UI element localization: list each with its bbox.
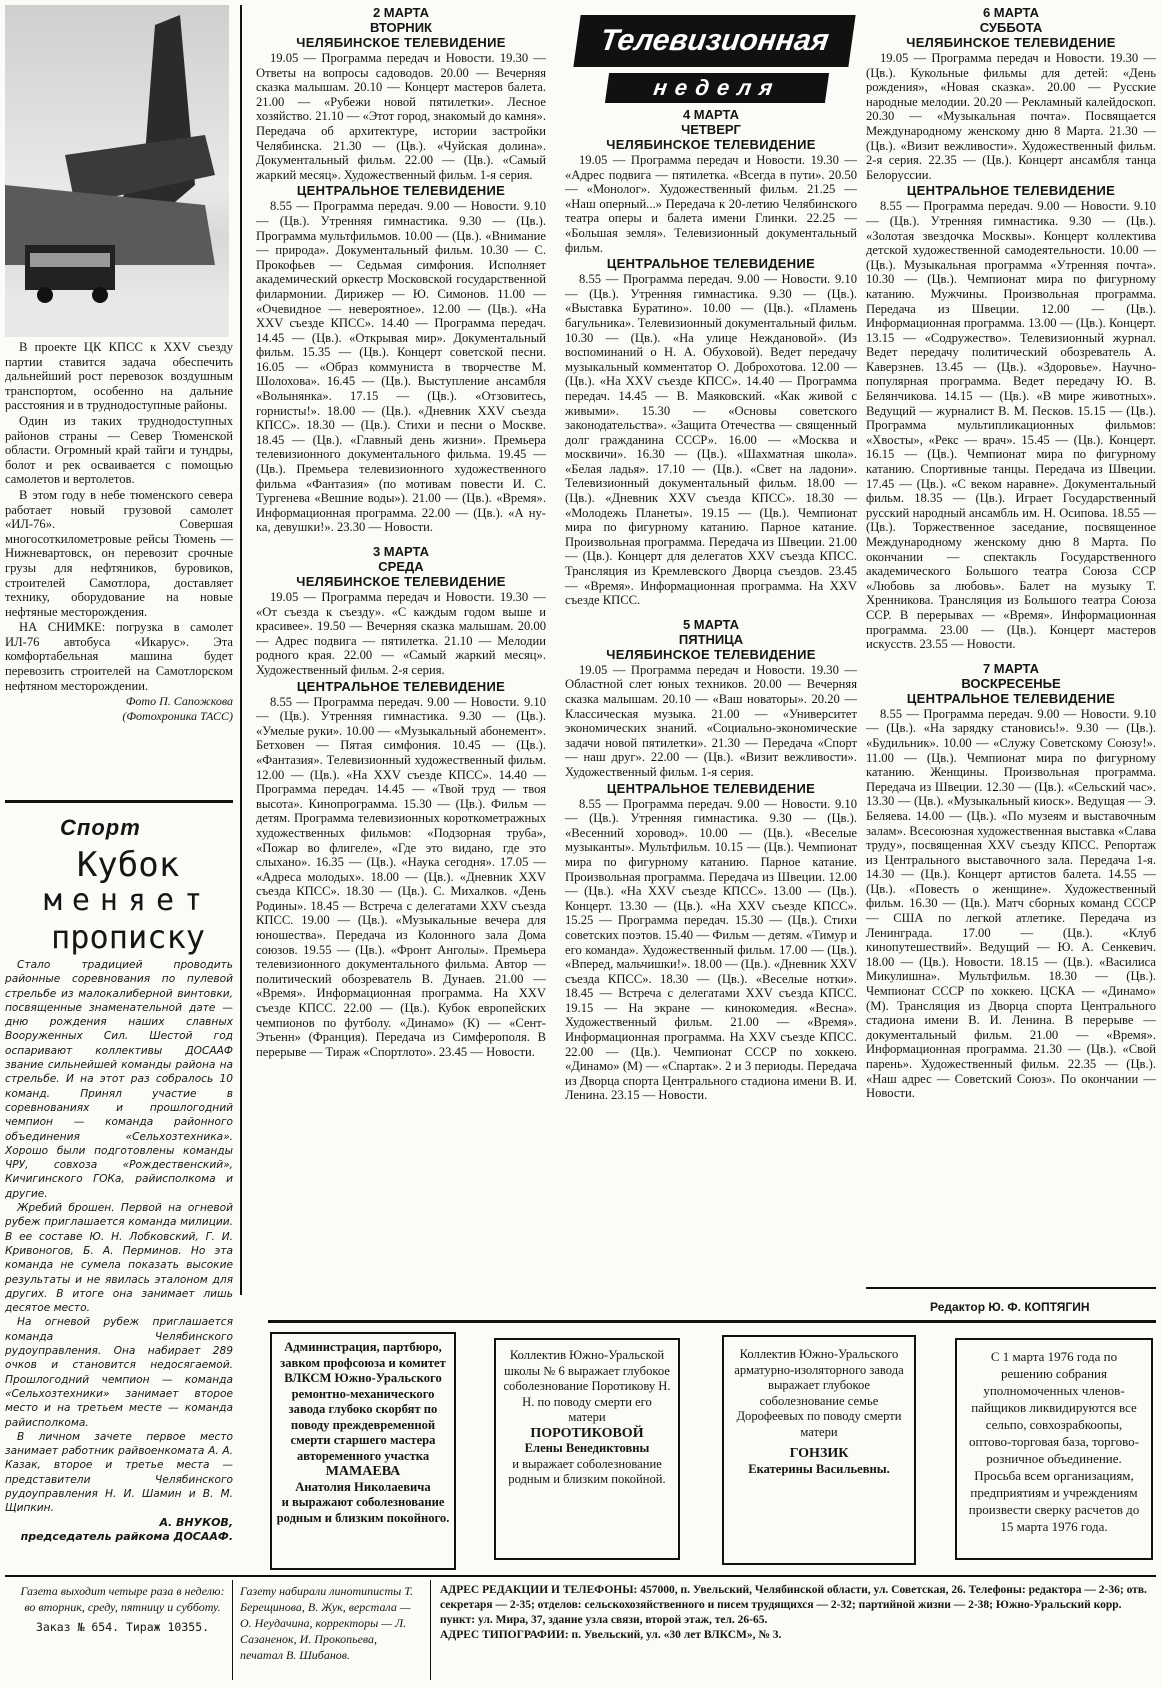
notice-name: ГОНЗИК [789,1446,849,1461]
day-weekday: ВОСКРЕСЕНЬЕ [961,675,1061,691]
tv-column-tue-wed [256,4,546,1294]
day-date: 3 МАРТА [372,544,430,559]
program-listing: 19.05 — Программа передач и Новости. 19.30 — (Цв.). Кукольные фильмы для детей: «День рождения», «Новая сказка». 20.00 — Русские народные мелодии. 20.20 — Рекламный калейдоскоп. 20.30 — «Музыкальная почта». Посвящается Международному женскому дню 8 Марта. 21.30 — (Цв.). «Визит вежливости». Художественный фильм. 2-я серия. 22.35 — (Цв.). Концерт ансамбля танца Белоруссии. [866,51,1156,182]
channel-heading: ЦЕНТРАЛЬНОЕ ТЕЛЕВИДЕНИЕ [296,678,506,694]
sport-author: А. ВНУКОВ, [159,1515,233,1529]
program-listing: 8.55 — Программа передач. 9.00 — Новости. 9.10 — (Цв.). Утренняя гимнастика. 9.30 — (Цв.). «Золотая звездочка Москвы». Концерт коллектива детской художественной самодеятельности. 10.00 — (Цв.). Музыкальная программа «Утренняя почта». 10.30 — (Цв.). Чемпионат мира по фигурному катанию. Мужчины. Произвольная программа. Передача из Швеции. 12.00 — (Цв.). Информационная программа. 13.00 — (Цв.). Концерт. 13.15 — «Содружество». Телевизионный журнал. Ведет передачу политический обозреватель А. Каверзнев. 13.45 — (Цв.). «Здоровье». Научно-популярная программа. Ведет передачу Ю. В. Белянчикова. 14.15 — (Цв.). «В мире животных». Ведущий — журналист В. М. Песков. 15.15 — (Цв.). Программа мультипликационных фильмов: «Хвосты», «Рекс — врач». 15.45 — (Цв.). Концерт. 16.15 — (Цв.). Чемпионат мира по фигурному катанию. Спортивные танцы. Передача из Швеции. 17.45 — (Цв.). «С веком наравне». Документальный фильм. 18.35 — (Цв.). Играет Государственный русский народный ансамбль им. Н. Осипова. 18.55 — (Цв.). Торжественное заседание, посвященное Международному женскому дню 8 Марта. По окончании — спектакль Государственного академического Большого театра Союза ССР «Любовь за любовь». Балет на музыку Т. Хренникова. Трансляция из Большого театра Союза ССР. В перерывах — «Время». Информационная программа. 23.00 — (Цв.). Концерт мастеров искусств. 23.55 — Новости. [866,199,1156,652]
channel-heading: ЧЕЛЯБИНСКОЕ ТЕЛЕВИДЕНИЕ [606,646,816,662]
channel-heading: ЧЕЛЯБИНСКОЕ ТЕЛЕВИДЕНИЕ [606,137,816,152]
channel-heading: ЦЕНТРАЛЬНОЕ ТЕЛЕВИДЕНИЕ [606,780,816,796]
caption-paragraph: В проекте ЦК КПСС к XXV съезду партии ставится задача обеспечить дальнейший рост перевозок воздушным транспортом, особенно на дальние расстояния и в труднодоступные районы. [5,340,233,413]
editor-credit: Редактор Ю. Ф. КОПТЯГИН [930,1300,1090,1314]
caption-paragraph: НА СНИМКЕ: погрузка в самолет ИЛ-76 автобуса «Икарус». Эта комфортабельная машина будет перевозить строителей на Самотлорском нефтяном месторождении. [5,620,233,693]
obituary-notice [270,1332,456,1570]
sport-article [5,958,233,1544]
day-date: 2 МАРТА [372,5,430,20]
sport-title-line3: прописку [50,918,206,956]
channel-heading: ЧЕЛЯБИНСКОЕ ТЕЛЕВИДЕНИЕ [296,35,506,50]
obituary-notice [494,1338,680,1560]
day-date: 6 МАРТА [982,5,1040,20]
program-listing: 19.05 — Программа передач и Новости. 19.30 — Областной слет юных техников. 20.00 — Вечерняя сказка малышам. 20.10 — «Ваш новаторы». 20.20 — Классическая музыка. 21.00 — «Университет экономических знаний. «Социально-экономические задачи новой пятилетки». 21.30 — Передача «Спорт — наш друг». 22.00 — (Цв.). «Визит вежливости». Художественный фильм. 1-я серия. [565,662,857,779]
program-listing: 19.05 — Программа передач и Новости. 19.30 — «Адрес подвига — пятилетка. «Всегда в пути». 20.50 — «Монолог». Художественный фильм. 21.25 — «Наш оперный...» Передача к 20-летию Челябинского театра оперы и балета имени Глинки. 22.25 — «Большая земля». Телевизионный документальный фильм. [565,153,857,255]
masthead-title: Телевизионная [573,15,855,67]
day-weekday: ЧЕТВЕРГ [681,122,741,137]
caption-paragraph: В этом году в небе тюменского севера работает новый грузовой самолет «ИЛ-76». Совершая многосоткилометровые рейсы Тюмень — Нижневартовск, он перевозит срочные грузы для нефтяников, буровиков, строителей Самотлора, доставляет технику, оборудование на новые нефтяные месторождения. [5,487,233,619]
divider [232,1580,233,1680]
footer-address [440,1583,1156,1643]
notice-name: ПОРОТИКОВОЙ [530,1425,644,1441]
divider [240,5,242,1295]
sport-author-role: председатель райкома ДОСААФ. [20,1529,233,1543]
notice-text: и выражает соболезнование родным и близким покойной. [508,1456,666,1486]
divider [430,1580,431,1680]
channel-heading: ЦЕНТРАЛЬНОЕ ТЕЛЕВИДЕНИЕ [296,183,506,199]
masthead-subtitle: неделя [605,73,829,103]
divider [268,1320,1156,1323]
channel-heading: ЧЕЛЯБИНСКОЕ ТЕЛЕВИДЕНИЕ [296,574,506,589]
sport-paragraph: В личном зачете первое место занимает работник райвоенкомата А. А. Казак, второе и третье места — представители Челябинского рудоуправления Н. И. Шамин и В. М. Щипкин. [5,1430,233,1515]
photo-credit: Фото П. Сапожкова [125,694,233,709]
airplane-illustration [5,5,229,337]
program-listing: 19.05 — Программа передач и Новости. 19.30 — «От съезда к съезду». «С каждым годом выше и красивее». 19.50 — Вечерняя сказка малышам. 20.00 — Адрес подвига — пятилетка. 21.10 — Мелодии родного края. 22.00 — «Самый жаркий месяц». Художественный фильм. 2-я серия. [256,590,546,677]
notice-text: Коллектив Южно-Уральского арматурно-изоляторного завода выражает глубокое соболезнование семье Дорофеевых по поводу смерти матери [734,1347,904,1439]
tv-column-thu-fri [565,106,857,1294]
channel-heading: ЦЕНТРАЛЬНОЕ ТЕЛЕВИДЕНИЕ [606,256,816,272]
footer-printing-address: АДРЕС ТИПОГРАФИИ: п. Увельский, ул. «30 лет ВЛКСМ», № 3. [440,1629,782,1641]
sport-title-line1: Кубок [76,845,180,885]
day-weekday: ПЯТНИЦА [678,631,744,647]
caption-paragraph: Один из таких труднодоступных районов страны — Север Тюменской области. Огромный край тайги и тундры, болот и рек осваивается с помощью самолетов и вертолетов. [5,413,233,487]
footer-schedule: Газета выходит четыре раза в неделю: во вторник, среду, пятницу и субботу. [20,1584,225,1614]
notice-text: Коллектив Южно-Уральской школы № 6 выражает глубокое соболезнование Поротикову Н. Н. по поводу смерти его матери [503,1348,671,1424]
day-date: 4 МАРТА [682,107,740,122]
notice-name: МАМАЕВА [325,1464,401,1479]
notice-text: С 1 марта 1976 года по решению собрания уполномоченных членов-пайщиков ликвидируются все сельпо, совхозрабкоопы, оптово-торговая база, торгово-розничное объединение. Просьба всем организациям, предприятиям и учреждениям произвести сверку расчетов до 15 марта 1976 года. [968,1349,1140,1534]
day-weekday: ВТОРНИК [370,20,432,35]
program-listing: 8.55 — Программа передач. 9.00 — Новости. 9.10 — (Цв.). Утренняя гимнастика. 9.30 — (Цв.). «Весенний хоровод». 10.00 — (Цв.). «Веселые музыканты». Мультфильм. 10.15 — (Цв.). Чемпионат мира по фигурному катанию. Парное катание. Произвольная программа. Передача из Швеции. 12.00 — (Цв.). «На XXV съезде КПСС». 13.00 — (Цв.). Концерт. 13.30 — (Цв.). «На XXV съезде КПСС». 15.25 — Программа передач. 15.30 — (Цв.). Стихи советских поэтов. 15.40 — Фильм — детям. «Тимур и его команда». Художественный фильм. 17.00 — (Цв.). «Вперед, мальчишки!». 18.00 — (Цв.). «Дневник XXV съезда КПСС». 18.30 — (Цв.). «Веселые нотки». 18.45 — Встреча с делегатами XXV съезда КПСС. 19.15 — На экране — кинокомедия. «Весна». Художественный фильм. 21.00 — «Время». Информационная программа. На XXV съезде КПСС. 22.00 — (Цв.). Чемпионат СССР по хоккею. «Динамо» (М) — «Спартак». 2 и 3 периоды. Передача из Дворца спорта Центрального стадиона имени В. И. Ленина. 23.15 — Новости. [565,796,857,1103]
notice-text: и выражают соболезнование родным и близким покойного. [276,1495,450,1525]
obituary-notice [722,1335,916,1565]
notice-name-full: Елены Венедиктовны [524,1441,650,1455]
program-listing: 19.05 — Программа передач и Новости. 19.30 — Ответы на вопросы садоводов. 20.00 — Вечерняя сказка малышам. 20.10 — Концерт мастеров балета. 21.00 — «Рубежи новой пятилетки». Лесное хозяйство. 21.10 — «Этот город, знакомый до камня». Передача об архитектуре, истории застройки Челябинска. 21.30 — (Цв.). «Чуйская долина». Документальный фильм. 22.00 — (Цв.). «Самый жаркий месяц». Художественный фильм. 1-я серия. [256,51,546,182]
divider [5,1575,1156,1577]
day-weekday: СРЕДА [378,559,424,574]
divider [866,1287,1156,1289]
footer-publication-info [20,1583,225,1635]
footer-order: Заказ № 654. Тираж 10355. [35,1620,210,1634]
divider [5,800,233,803]
notice-name-full: Екатерины Васильевны. [748,1461,890,1476]
channel-heading: ЧЕЛЯБИНСКОЕ ТЕЛЕВИДЕНИЕ [906,35,1116,50]
sport-paragraph: Жребий брошен. Первой на огневой рубеж приглашается команда милиции. В ее составе Ю. Н. Лобковский, Г. И. Кривоногов, Б. А. Перминов. Но эта команда не сумела показать высокие результаты и не явилась эталоном для других. В итоге она занимает лишь десятое место. [5,1202,233,1315]
program-listing: 8.55 — Программа передач. 9.00 — Новости. 9.10 — (Цв.). Утренняя гимнастика. 9.30 — (Цв.). «Умелые руки». 10.00 — «Музыкальный абонемент». Бетховен — Пятая симфония. 10.45 — (Цв.). «Фантазия». Телевизионный художественный фильм. 12.00 — (Цв.). «На XXV съезде КПСС». 14.40 — Программа передач. 14.45 — «Твой труд — твоя высота». Кинопрограмма. 15.30 — (Цв.). Фильм — детям. Программа телевизионных короткометражных художественных фильмов: «Подзорная труба», «Пожар во флигеле», «Где это видано, где это слыхано». 16.35 — (Цв.). «Наука сегодня». 17.05 — «Адреса молодых». 18.00 — (Цв.). «Дневник XXV съезда КПСС». 18.30 — (Цв.). С. Михалков. «День Родины». 18.45 — Встреча с делегатами XXV съезда КПСС. 19.00 — (Цв.). «Музыкальные вечера для юношества». Передача из Колонного зала Дома союзов. 19.55 — (Цв.). «Фронт Анголы». Премьера телевизионного документального фильма. Автор — политический обозреватель В. Дунаев. 21.00 — «Время». Информационная программа. На XXV съезде КПСС. 22.00 — (Цв.). Кубок европейских чемпионов по футболу. «Динамо» (К) — «Сент-Этьенн» (Франция). Передача из Симферополя. В перерыве — Тираж «Спортлото». 23.45 — Новости. [256,694,546,1059]
notice-name-full: Анатолия Николаевича [295,1479,431,1494]
day-date: 7 МАРТА [982,660,1040,676]
sport-rubric: Спорт [60,815,141,840]
channel-heading: ЦЕНТРАЛЬНОЕ ТЕЛЕВИДЕНИЕ [906,183,1116,199]
photo-il76-loading [5,5,229,337]
sport-paragraph: На огневой рубеж приглашается команда Челябинского рудоуправления. Она набирает 289 очков и становится недосягаемой. Прошлогодний чемпион — команда «Сельхозтехники» занимает второе место и на третьем месте — команда райисполкома. [5,1316,233,1429]
day-date: 5 МАРТА [682,616,740,632]
channel-heading: ЦЕНТРАЛЬНОЕ ТЕЛЕВИДЕНИЕ [906,690,1116,706]
program-listing: 8.55 — Программа передач. 9.00 — Новости. 9.10 — (Цв.). Утренняя гимнастика. 9.30 — (Цв.). Программа мультфильмов. 10.00 — (Цв.). «Внимание — природа». Документальный фильм. 10.30 — С. Прокофьев — Седьмая симфония. Исполняет академический оркестр Московской государственной филармонии. Дирижер — Ю. Симонов. 11.00 — «Очевидное — невероятное». 12.00 — (Цв.). «На XXV съезде КПСС». 14.40 — Программа передач. 14.45 — (Цв.). «Открывая мир». Документальный фильм. 15.35 — (Цв.). Концерт советской песни. 16.05 — «Образ коммуниста в творчестве М. Шолохова». 16.45 — (Цв.). Выступление ансамбля «Волынянка». 17.15 — (Цв.). «Отзовитесь, горнисты!». 18.00 — (Цв.). «Дневник XXV съезда КПСС». 18.30 — (Цв.). Стихи и песни о Москве. 18.45 — (Цв.). «Главный день жизни». Премьера телевизионного документального фильма. 19.45 — (Цв.). Премьера телевизионного художественного фильма «Фантазия» (по мотивам повести И. С. Тургенева «Вешние воды»). 21.00 — (Цв.). «Время». Информационная программа. 22.00 — (Цв.). «А ну-ка, девушки!». 23.30 — Новости. [256,199,546,535]
program-listing: 8.55 — Программа передач. 9.00 — Новости. 9.10 — (Цв.). Утренняя гимнастика. 9.30 — (Цв.). «Выставка Буратино». 10.00 — (Цв.). «Пламень багульника». Телевизионный документальный фильм. 10.30 — (Цв.). «На улице Неждановой». (Из воспоминаний о Н. А. Обуховой). Ведет передачу музыкальный комментатор О. Доброхотова. 12.00 — (Цв.). «На XXV съезде КПСС». 14.40 — Программа передач. 14.45 — В. Маяковский. «Как живой с живыми». 15.30 — «Основы советского законодательства». «Защита Отечества — священный долг гражданина СССР». 16.00 — «Москва и москвичи». 16.30 — (Цв.). «Шахматная школа». «Белая ладья». 17.10 — (Цв.). «Свет на ладони». Телевизионный документальный фильм. 18.00 — (Цв.). «Дневник XXV съезда КПСС». 18.30 — «Молодежь Планеты». 19.15 — (Цв.). Чемпионат мира по фигурному катанию. Парное катание. Произвольная программа. Передача из Швеции. 21.00 — (Цв.). Концерт для делегатов XXV съезда КПСС. Трансляция из Кремлевского Дворца съездов. 23.45 — «Время». Информационная программа. На XXV съезде КПСС. [565,272,857,608]
photo-credit-agency: (Фотохроника ТАСС) [122,708,233,723]
footer-editorial-address: АДРЕС РЕДАКЦИИ И ТЕЛЕФОНЫ: 457000, п. Увельский, Челябинской области, ул. Советская, 26. Телефоны: редактора — 2-36; отв. секретаря — 2-35; отделов: сельскохозяйственного и писем трудящихся — 2-32; партийной жизни — 2-38; Южно-Уральский корр. пункт: ул. Мира, 37, здание узла связи, второй этаж, тел. 26-65. [440,1584,1147,1626]
tv-week-masthead [577,15,852,105]
footer-staff: Газету набирали линотиписты Т. Берещинова, В. Жук, верстала — О. Неудачина, корректоры — Л. Сазаненок, И. Прокопьева, печатал В. Шибанов. [240,1584,414,1662]
tv-column-sat-sun [866,4,1156,1284]
announcement-notice [955,1338,1153,1560]
sport-paragraph: Стало традицией проводить районные соревнования по пулевой стрельбе из малокалиберной винтовки, посвященные знаменательной дате — дню рождения наших славных Вооруженных Сил. Шестой год оспаривают коллективы ДОСААФ звание сильнейшей команды района на стрельбе. И на этот раз собралось 10 команд. Принял участие в соревнованиях и прошлогодний чемпион — команда районного объединения «Сельхозтехника». Хорошо были подготовлены команды ЧРУ, совхоза «Рождественский», Кичигинского ГОКа, райисполкома и другие. [5,959,233,1200]
program-listing: 8.55 — Программа передач. 9.00 — Новости. 9.10 — (Цв.). «На зарядку становись!». 9.30 — (Цв.). «Будильник». 10.00 — «Служу Советскому Союзу!». 11.00 — (Цв.). Чемпионат мира по фигурному катанию. Женщины. Произвольная программа. Передача из Швеции. 12.30 — (Цв.). «Сельский час». 13.30 — (Цв.). «Музыкальный киоск». Ведущая — Э. Беляева. 14.00 — (Цв.). «По музеям и выставочным залам». Всесоюзная художественная выставка «Слава труду», посвященная XXV съезду КПСС. Репортаж из Центрального выставочного зала. Передача 1-я. 14.30 — (Цв.). Концерт артистов балета. 14.55 — (Цв.). «Повесть о женщине». Художественный фильм. 16.30 — (Цв.). Матч сборных команд СССР — США по легкой атлетике. Передача из Ленинграда. 17.00 — (Цв.). «Клуб кинопутешествий». Ведущий — Ю. А. Сенкевич. 18.00 — (Цв.). Новости. 18.15 — (Цв.). «Василиса Микулишна». Мультфильм. 18.30 — (Цв.). Чемпионат СССР по хоккею. ЦСКА — «Динамо» (М). Трансляция из Дворца спорта Центрального стадиона имени В. И. Ленина. В перерыве — документальный фильм. 21.00 — «Время». Информационная программа. 21.30 — (Цв.). «Свой парень». Художественный фильм. 22.35 — (Цв.). «Наш адрес — Советский Союз». По окончании — Новости. [866,706,1156,1101]
day-weekday: СУББОТА [979,20,1043,35]
photo-caption [5,340,233,723]
notice-text: Администрация, партбюро, завком профсоюза и комитет ВЛКСМ Южно-Уральского ремонтно-механического завода глубоко скорбят по поводу преждевременной смерти старшего мастера автоременного участка [280,1340,446,1463]
sport-title-line2: меняет [43,883,213,918]
